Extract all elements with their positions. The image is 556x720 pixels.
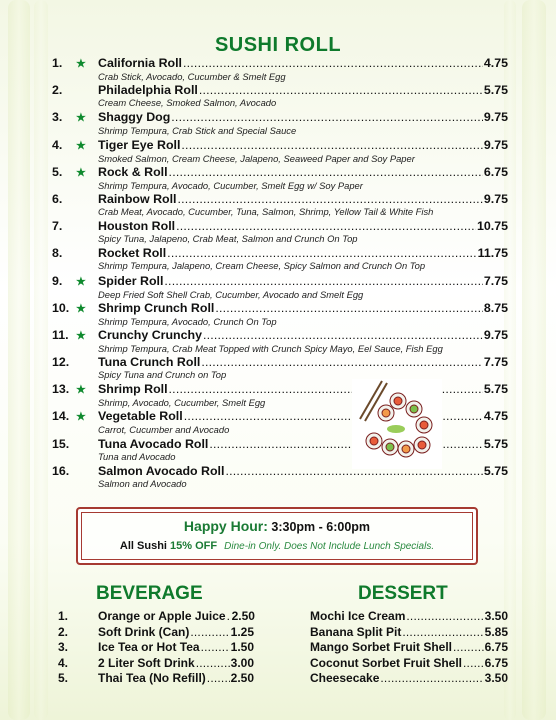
star-icon: ★	[76, 166, 86, 179]
bamboo-decoration-left-thin	[34, 0, 48, 720]
item-name: Philadelphia Roll	[98, 83, 198, 98]
item-name: Tuna Avocado Roll	[98, 436, 209, 451]
menu-item-row	[52, 219, 508, 233]
item-name: Mochi Ice Cream	[310, 609, 406, 623]
item-number: 9.	[52, 273, 63, 288]
item-name: Houston Roll	[98, 219, 176, 234]
item-price: 9.75	[483, 327, 508, 342]
menu-item-row	[52, 110, 508, 125]
bamboo-decoration-left	[8, 0, 30, 720]
item-number: 8.	[52, 246, 63, 261]
menu-item	[52, 192, 508, 219]
dot-leader	[181, 138, 482, 152]
menu-item-row	[52, 355, 508, 369]
sushi-roll-title: SUSHI ROLL	[214, 34, 342, 56]
menu-item	[52, 138, 508, 165]
item-name: Tuna Crunch Roll	[98, 355, 201, 370]
star-icon: ★	[76, 275, 86, 288]
item-description: Carrot, Cucumber and Avocado	[98, 424, 230, 436]
item-description: Crab Stick, Avocado, Cucumber & Smelt Egg	[98, 71, 286, 82]
item-number: 11.	[52, 327, 69, 342]
dot-leader	[171, 110, 483, 124]
item-name: California Roll	[98, 56, 182, 70]
dot-leader	[380, 671, 483, 685]
item-name: 2 Liter Soft Drink	[98, 655, 195, 670]
beverage-list	[58, 609, 254, 687]
beverage-item	[58, 671, 254, 687]
beverage-item	[58, 640, 254, 656]
dot-leader	[463, 656, 484, 670]
item-number: 2.	[58, 624, 69, 639]
item-price: 2.50	[231, 609, 255, 623]
item-number: 1.	[58, 609, 69, 623]
dessert-item	[310, 656, 508, 672]
dot-leader	[177, 192, 482, 206]
item-price: 8.75	[483, 300, 508, 315]
dot-leader	[176, 219, 476, 233]
dot-leader	[196, 656, 230, 670]
item-number: 6.	[52, 191, 63, 206]
menu-item	[52, 219, 508, 246]
star-icon: ★	[76, 139, 86, 152]
item-name: Spider Roll	[98, 273, 164, 288]
menu-item-row	[52, 165, 508, 180]
menu-item-row	[52, 328, 508, 343]
dot-leader	[402, 625, 483, 639]
item-number: 2.	[52, 83, 63, 98]
star-icon: ★	[76, 411, 86, 424]
item-price: 10.75	[476, 219, 508, 234]
happy-hour-label: Happy Hour:	[183, 518, 268, 534]
dessert-list	[310, 609, 508, 687]
item-number: 3.	[52, 110, 63, 125]
item-price: 6.75	[484, 640, 508, 654]
happy-hour-line	[78, 518, 476, 534]
item-description: Shrimp, Avocado, Cucumber, Smelt Egg	[98, 397, 266, 409]
item-description: Spicy Tuna, Jalapeno, Crab Meat, Salmon and Crunch On Top	[98, 233, 358, 245]
dot-leader	[207, 671, 230, 685]
item-name: Rock & Roll	[98, 164, 168, 179]
item-number: 14.	[52, 409, 70, 424]
item-description: Shrimp Tempura, Crab Meat Topped with Crunch Spicy Mayo, Eel Sauce, Fish Egg	[98, 342, 443, 354]
bamboo-decoration-right	[522, 0, 546, 720]
item-price: 5.85	[484, 624, 508, 639]
item-number: 16.	[52, 463, 70, 478]
beverage-item	[58, 656, 254, 672]
dot-leader	[406, 609, 483, 623]
menu-item-row	[52, 274, 508, 289]
dot-leader	[167, 246, 477, 260]
item-number: 5.	[52, 164, 63, 179]
item-price: 5.75	[483, 382, 508, 397]
dot-leader	[164, 274, 482, 288]
dot-leader	[201, 355, 483, 369]
item-name: Orange or Apple Juice	[98, 609, 226, 623]
item-price: 3.50	[484, 671, 508, 685]
item-price: 3.00	[230, 655, 254, 670]
item-name: Vegetable Roll	[98, 409, 183, 424]
menu-item-row	[52, 246, 508, 260]
item-number: 4.	[52, 137, 63, 152]
dot-leader	[227, 609, 231, 623]
item-number: 3.	[58, 640, 69, 654]
item-description: Shrimp Tempura, Avocado, Crunch On Top	[98, 315, 277, 327]
star-icon: ★	[76, 112, 86, 125]
menu-item	[52, 56, 508, 83]
menu-item-row	[52, 83, 508, 97]
item-number: 15.	[52, 436, 70, 451]
menu-item	[52, 83, 508, 110]
item-name: Tiger Eye Roll	[98, 137, 181, 152]
item-price: 7.75	[483, 273, 508, 288]
item-name: Cheesecake	[310, 671, 380, 685]
item-price: 2.50	[230, 671, 254, 685]
item-name: Shaggy Dog	[98, 110, 171, 125]
dot-leader	[203, 328, 483, 342]
dessert-item	[310, 625, 508, 641]
item-name: Rocket Roll	[98, 246, 167, 261]
dot-leader	[169, 165, 483, 179]
item-price: 4.75	[483, 56, 508, 70]
item-number: 12.	[52, 355, 70, 370]
star-icon: ★	[76, 329, 86, 342]
item-price: 1.25	[230, 624, 254, 639]
item-description: Shrimp Tempura, Crab Stick and Special Sauce	[98, 125, 297, 137]
item-price: 5.75	[483, 83, 508, 98]
beverage-item	[58, 625, 254, 641]
menu-item	[52, 301, 508, 328]
happy-hour-box	[76, 507, 478, 565]
offer-note: Dine-in Only. Does Not Include Lunch Specials.	[224, 541, 435, 552]
item-price: 3.50	[484, 609, 508, 623]
item-description: Deep Fried Soft Shell Crab, Cucumber, Avocado and Smelt Egg	[98, 288, 364, 300]
dot-leader	[183, 56, 483, 70]
item-name: Coconut Sorbet Fruit Shell	[310, 655, 462, 670]
item-name: Shrimp Crunch Roll	[98, 300, 215, 315]
menu-item	[52, 274, 508, 301]
happy-hour-offer	[78, 540, 476, 552]
menu-item-row	[52, 56, 508, 71]
item-name: Thai Tea (No Refill)	[98, 671, 206, 685]
item-price: 4.75	[483, 409, 508, 424]
menu-item-row	[52, 192, 508, 206]
dot-leader	[201, 640, 230, 654]
dessert-item	[310, 671, 508, 687]
dessert-item	[310, 640, 508, 656]
item-name: Rainbow Roll	[98, 191, 177, 206]
item-description: Crab Meat, Avocado, Cucumber, Tuna, Salmon, Shrimp, Yellow Tail & White Fish	[98, 205, 434, 217]
item-name: Crunchy Crunchy	[98, 327, 202, 342]
item-name: Shrimp Roll	[98, 382, 168, 397]
item-price: 6.75	[483, 164, 508, 179]
dot-leader	[215, 301, 483, 315]
beverage-title: BEVERAGE	[96, 583, 203, 604]
star-icon: ★	[76, 58, 86, 70]
menu-item	[52, 328, 508, 355]
menu-item-row	[52, 301, 508, 316]
star-icon: ★	[76, 384, 86, 397]
item-price: 6.75	[484, 655, 508, 670]
item-name: Salmon Avocado Roll	[98, 463, 225, 478]
dessert-item	[310, 609, 508, 625]
item-price: 5.75	[483, 463, 508, 478]
item-description: Shrimp Tempura, Jalapeno, Cream Cheese, Spicy Salmon and Crunch On Top	[98, 260, 426, 272]
item-price: 5.75	[483, 436, 508, 451]
item-description: Salmon and Avocado	[98, 477, 187, 489]
item-description: Tuna and Avocado	[98, 450, 176, 462]
dot-leader	[453, 640, 484, 654]
item-name: Ice Tea or Hot Tea	[98, 640, 200, 654]
dessert-title: DESSERT	[358, 583, 448, 604]
menu-item	[52, 165, 508, 192]
happy-hour-time: 3:30pm - 6:00pm	[271, 520, 371, 534]
discount-text: 15% OFF	[170, 540, 218, 552]
item-price: 9.75	[483, 191, 508, 206]
item-number: 13.	[52, 382, 70, 397]
item-number: 7.	[52, 219, 63, 234]
item-price: 9.75	[483, 137, 508, 152]
item-price: 1.50	[230, 640, 254, 654]
all-sushi-text: All Sushi	[119, 540, 167, 552]
beverage-item	[58, 609, 254, 625]
item-number: 4.	[58, 655, 69, 670]
menu-item	[52, 246, 508, 273]
item-price: 11.75	[477, 246, 508, 261]
item-description: Spicy Tuna and Crunch on Top	[98, 369, 227, 381]
item-price: 9.75	[483, 110, 508, 125]
item-description: Smoked Salmon, Cream Cheese, Jalapeno, Seaweed Paper and Soy Paper	[98, 152, 415, 164]
item-number: 10.	[52, 300, 70, 315]
item-name: Banana Split Pit	[310, 624, 402, 639]
menu-item-row	[52, 138, 508, 153]
dot-leader	[199, 83, 483, 97]
item-description: Shrimp Tempura, Avocado, Cucumber, Smelt Egg w/ Soy Paper	[98, 179, 363, 191]
item-name: Mango Sorbet Fruit Shell	[310, 640, 453, 654]
item-description: Cream Cheese, Smoked Salmon, Avocado	[98, 97, 277, 109]
dot-leader	[190, 625, 229, 639]
item-number: 5.	[58, 671, 69, 685]
sushi-roll-photo	[352, 379, 442, 469]
item-price: 7.75	[483, 355, 508, 370]
item-number: 1.	[52, 56, 63, 70]
star-icon: ★	[76, 302, 86, 315]
item-name: Soft Drink (Can)	[98, 624, 190, 639]
menu-item	[52, 110, 508, 137]
